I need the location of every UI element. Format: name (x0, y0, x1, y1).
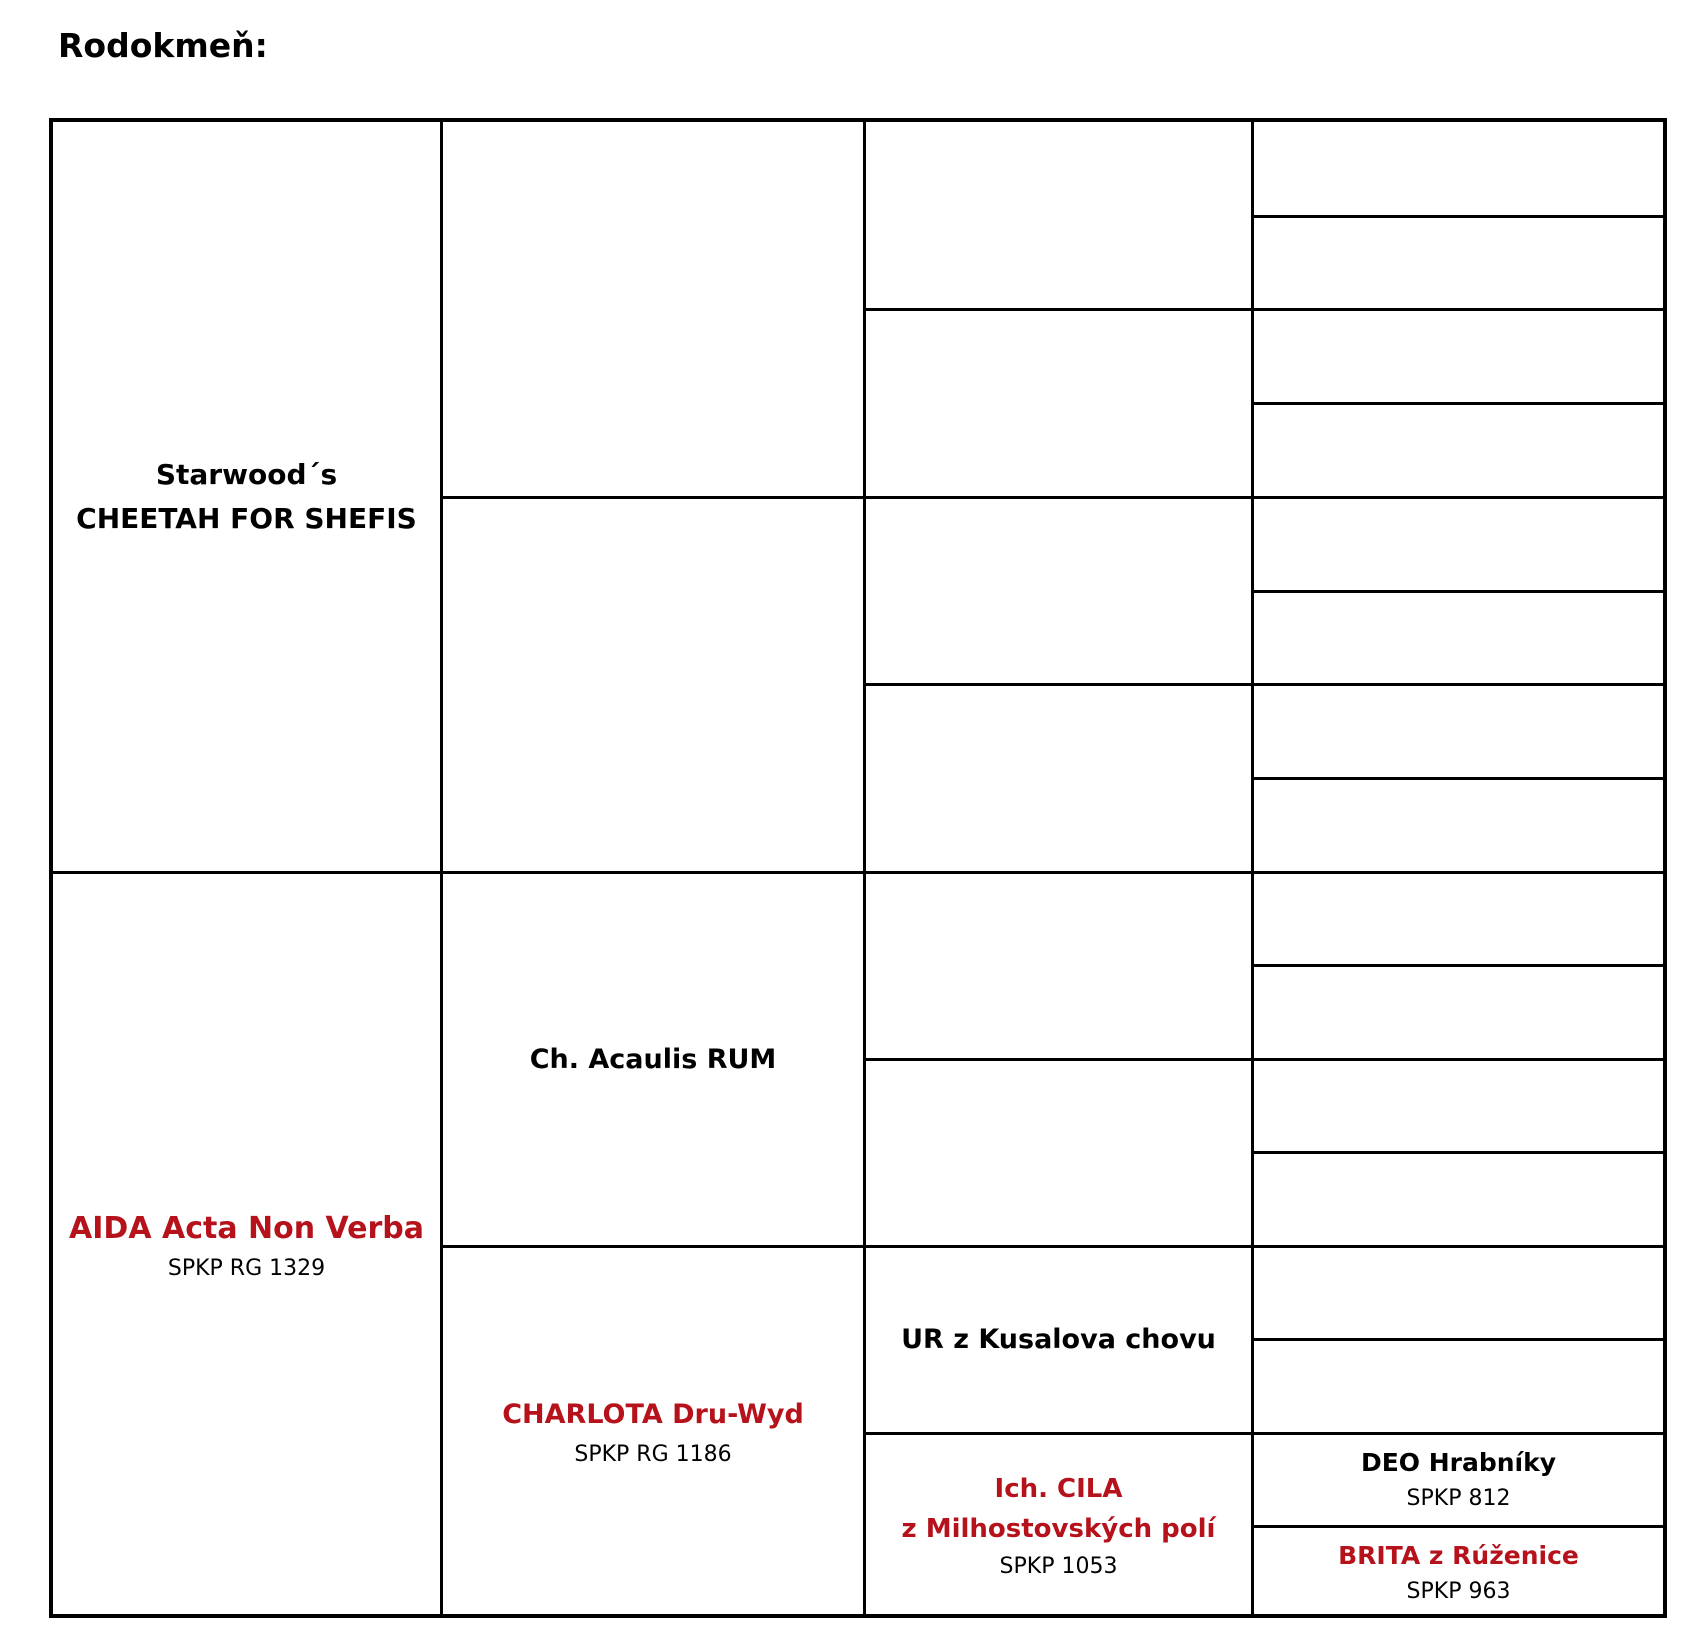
pedigree-table (49, 118, 1667, 1618)
dam-dam-dam-name-line2: z Milhostovských polí (901, 1513, 1216, 1544)
row-divider (1251, 215, 1663, 218)
row-divider (1251, 402, 1663, 405)
row-divider (1251, 1338, 1663, 1341)
dam-dam-name: CHARLOTA Dru-Wyd (502, 1399, 804, 1430)
dam-dam-dam-dam-name: BRITA z Rúženice (1338, 1541, 1579, 1570)
row-divider (863, 683, 1663, 686)
dam-dam-dam-dam-cell (1254, 1528, 1663, 1618)
dam-dam-sire-cell (866, 1248, 1251, 1432)
dam-dam-reg: SPKP RG 1186 (574, 1442, 732, 1467)
row-divider (1251, 777, 1663, 780)
dam-label (53, 1197, 440, 1297)
dam-dam-dam-sire-cell (1254, 1435, 1663, 1525)
dam-dam-cell (443, 1248, 863, 1618)
sire-name-line1: Starwood´s (155, 457, 338, 491)
sire-cell (53, 122, 440, 871)
row-divider (440, 496, 1663, 499)
sire-name-line2: CHEETAH FOR SHEFIS (76, 501, 417, 535)
dam-reg: SPKP RG 1329 (167, 1256, 326, 1281)
dam-dam-sire-name: UR z Kusalova chovu (901, 1324, 1216, 1355)
row-divider (1251, 1151, 1663, 1154)
dam-sire-name: Ch. Acaulis RUM (529, 1043, 777, 1075)
page-title: Rodokmeň: (58, 26, 268, 65)
column-divider (1251, 122, 1254, 1614)
dam-dam-dam-cell (866, 1435, 1251, 1618)
dam-sire-cell (443, 874, 863, 1245)
row-divider (863, 308, 1663, 311)
dam-name: AIDA Acta Non Verba (69, 1211, 424, 1246)
dam-dam-dam-reg: SPKP 1053 (999, 1553, 1118, 1579)
row-divider (1251, 590, 1663, 593)
row-divider (863, 1058, 1663, 1061)
dam-dam-dam-sire-name: DEO Hrabníky (1360, 1448, 1557, 1477)
dam-dam-dam-dam-reg: SPKP 963 (1406, 1579, 1511, 1604)
row-divider (1251, 964, 1663, 967)
dam-dam-dam-name-line1: Ich. CILA (994, 1473, 1123, 1504)
dam-dam-dam-sire-reg: SPKP 812 (1406, 1486, 1511, 1511)
